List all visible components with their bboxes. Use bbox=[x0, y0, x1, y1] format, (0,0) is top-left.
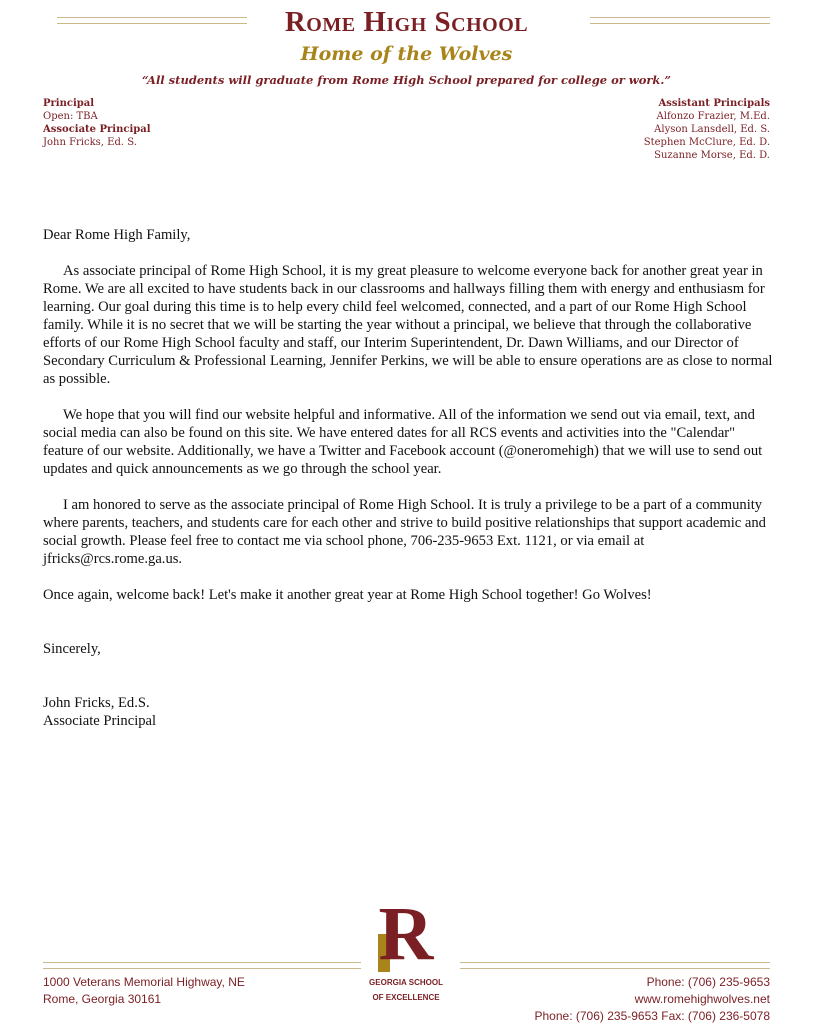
footer-contact bbox=[535, 974, 771, 1025]
school-motto: “All students will graduate from Rome High School prepared for college or work.” bbox=[141, 73, 672, 87]
principal-name: Open: TBA bbox=[43, 111, 98, 122]
assistant-principal-name: Alyson Lansdell, Ed. S. bbox=[654, 124, 770, 135]
associate-principal-name: John Fricks, Ed. S. bbox=[43, 137, 137, 148]
letter-body bbox=[43, 226, 773, 730]
staff-right-block bbox=[644, 97, 770, 162]
address-line-2: Rome, Georgia 30161 bbox=[43, 992, 162, 1006]
address-line-1: 1000 Veterans Memorial Highway, NE bbox=[43, 975, 245, 989]
paragraph-1: As associate principal of Rome High School, it is my great pleasure to welcome everyone back for another great year in Rome. We are all excited to have students back in our classrooms and hallways filling them with energy and enthusiasm for learning. Our goal during this time is to help every child feel welcomed, connected, and a part of our Rome High School family. While it is no secret that we will be starting the year without a principal, we believe that through the collaborative efforts of our Rome High School faculty and staff, our Interim Superintendent, Dr. Dawn Williams, and our Director of Secondary Curriculum & Professional Learning, Jennifer Perkins, we will be able to ensure operations are as close to normal as possible. bbox=[43, 263, 773, 387]
salutation: Dear Rome High Family, bbox=[43, 227, 191, 243]
footer-website-link[interactable]: www.romehighwolves.net bbox=[634, 992, 770, 1006]
school-name: Rome High School bbox=[284, 6, 529, 38]
paragraph-3: I am honored to serve as the associate principal of Rome High School. It is truly a privilege to be a part of a community where parents, teachers, and students care for each other and strive to build positive relationships that support academic and social growth. Please feel free to contact me via school phone, 706-235-9653 Ext. 1121, or via email at jfricks@rcs.rome.ga.us. bbox=[43, 497, 766, 567]
paragraph-2: We hope that you will find our website helpful and informative. All of the information we send out via email, text, and social media can also be found on this site. We have entered dates for all RCS events and activities into the "Calendar" feature of our website. Additionally, we have a Twitter and Facebook account (@oneromehigh) that we will use to send out updates and quick announcements as we go through the school year. bbox=[43, 407, 763, 477]
assistant-principal-name: Alfonzo Frazier, M.Ed. bbox=[656, 111, 770, 122]
school-tagline: Home of the Wolves bbox=[300, 43, 513, 65]
signer-name: John Fricks, Ed.S. bbox=[43, 695, 150, 711]
footer-phone: Phone: (706) 235-9653 bbox=[646, 975, 770, 989]
principal-role: Principal bbox=[43, 98, 95, 109]
closing: Sincerely, bbox=[43, 641, 101, 657]
logo-text-line1: GEORGIA SCHOOL bbox=[369, 978, 443, 987]
staff-left-block bbox=[43, 97, 151, 149]
final-line: Once again, welcome back! Let's make it another great year at Rome High School together! Go Wolves! bbox=[43, 587, 652, 603]
footer-rule-left bbox=[43, 962, 361, 969]
associate-principal-role: Associate Principal bbox=[43, 124, 151, 135]
assistant-principal-name: Suzanne Morse, Ed. D. bbox=[654, 150, 770, 161]
school-logo-r: R bbox=[378, 892, 434, 976]
footer-rule-right bbox=[460, 962, 770, 969]
assistant-principal-name: Stephen McClure, Ed. D. bbox=[643, 137, 770, 148]
footer-phone-fax: Phone: (706) 235-9653 Fax: (706) 236-5078 bbox=[534, 1009, 770, 1023]
assistant-principals-role: Assistant Principals bbox=[658, 98, 770, 109]
footer-address bbox=[43, 974, 245, 1008]
logo-text-line2: OF EXCELLENCE bbox=[372, 993, 440, 1002]
signer-title: Associate Principal bbox=[43, 713, 157, 729]
